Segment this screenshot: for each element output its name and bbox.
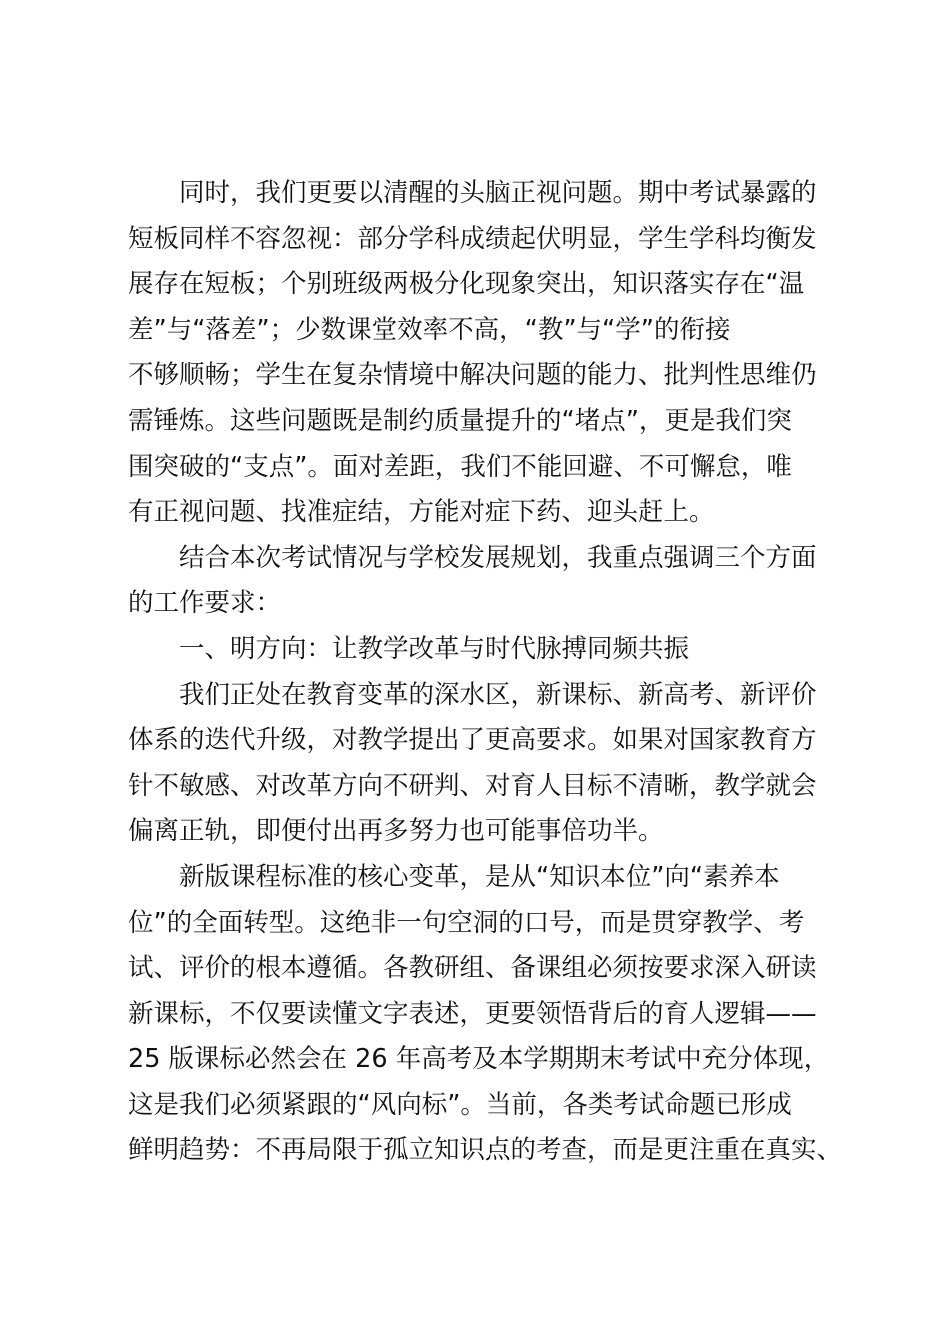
text-line: 新课标，不仅要读懂文字表述，更要领悟背后的育人逻辑—— bbox=[128, 998, 817, 1029]
text-line: 需锤炼。这些问题既是制约质量提升的“堵点”，更是我们突 bbox=[128, 405, 792, 436]
paragraph-reform-context bbox=[128, 673, 836, 855]
text-line: 一、明方向：让教学改革与时代脉搏同频共振 bbox=[179, 633, 690, 664]
text-line: 不够顺畅；学生在复杂情境中解决问题的能力、批判性思维仍 bbox=[128, 360, 817, 391]
text-line: 展存在短板；个别班级两极分化现象突出，知识落实存在“温 bbox=[128, 269, 805, 300]
paragraph-curriculum-standard bbox=[128, 855, 843, 1174]
text-line: 的工作要求： bbox=[128, 588, 282, 619]
text-line: 短板同样不容忽视：部分学科成绩起伏明显，学生学科均衡发 bbox=[128, 223, 817, 254]
text-line: 新版课程标准的核心变革，是从“知识本位”向“素养本 bbox=[179, 861, 780, 892]
text-line: 位”的全面转型。这绝非一句空洞的口号，而是贯穿教学、考 bbox=[128, 907, 805, 938]
text-line: 这是我们必须紧跟的“风向标”。当前，各类考试命题已形成 bbox=[128, 1089, 792, 1120]
text-line: 25 版课标必然会在 26 年高考及本学期期末考试中充分体现， bbox=[128, 1044, 830, 1075]
text-line: 结合本次考试情况与学校发展规划，我重点强调三个方面 bbox=[179, 542, 817, 573]
text-line: 针不敏感、对改革方向不研判、对育人目标不清晰，教学就会 bbox=[128, 770, 817, 801]
paragraph-problems bbox=[128, 171, 836, 536]
text-line: 有正视问题、找准症结，方能对症下药、迎头赶上。 bbox=[128, 497, 715, 528]
paragraph-requirements-intro bbox=[128, 536, 836, 627]
section-heading bbox=[128, 627, 836, 673]
text-line: 同时，我们更要以清醒的头脑正视问题。期中考试暴露的 bbox=[179, 178, 817, 208]
document-body bbox=[128, 171, 843, 1174]
text-line: 我们正处在教育变革的深水区，新课标、新高考、新评价 bbox=[179, 679, 817, 710]
text-line: 试、评价的根本遵循。各教研组、备课组必须按要求深入研读 bbox=[128, 953, 817, 984]
text-line: 偏离正轨，即便付出再多努力也可能事倍功半。 bbox=[128, 816, 664, 847]
text-line: 鲜明趋势：不再局限于孤立知识点的考查，而是更注重在真实、 bbox=[128, 1135, 843, 1166]
text-line: 围突破的“支点”。面对差距，我们不能回避、不可懈怠，唯 bbox=[128, 451, 792, 482]
text-line: 体系的迭代升级，对教学提出了更高要求。如果对国家教育方 bbox=[128, 725, 817, 756]
text-line: 差”与“落差”；少数课堂效率不高，“教”与“学”的衔接 bbox=[128, 314, 731, 345]
